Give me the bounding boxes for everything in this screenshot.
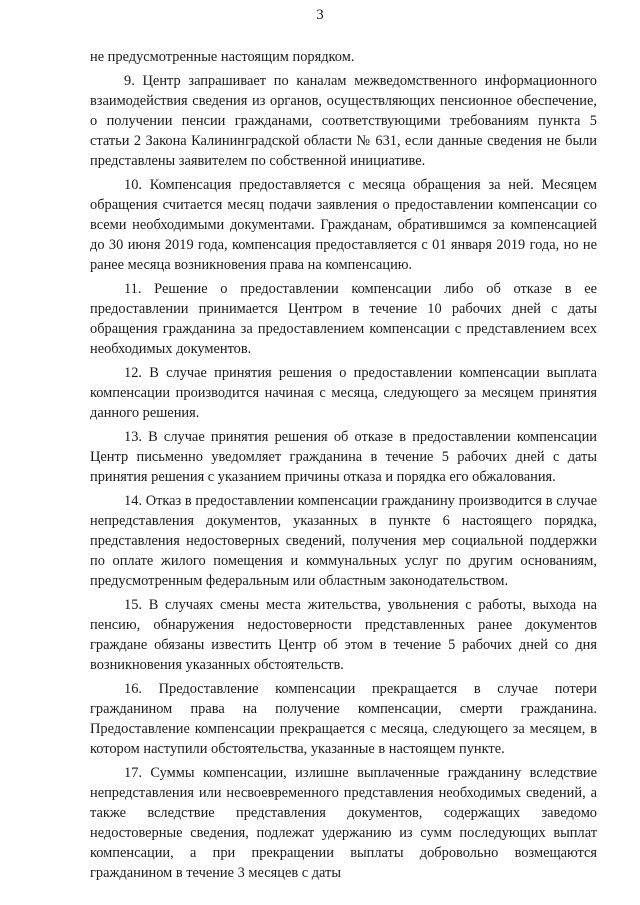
paragraph-item-13: 13. В случае принятия решения об отказе в предоставлении компенсации Центр письменно уведомляет гражданина в течение 5 рабочих дней с даты принятия решения с указанием причины отказа и порядка его обжалования. xyxy=(90,429,597,485)
paragraph-item-11: 11. Решение о предоставлении компенсации либо об отказе в ее предоставлении принимается Центром в течение 10 рабочих дней с даты обращения гражданина за предоставлением компенсации с представлением всех необходимых документов. xyxy=(90,281,597,357)
page-number: 3 xyxy=(316,7,324,23)
paragraph-item-14: 14. Отказ в предоставлении компенсации гражданину производится в случае непредставления документов, указанных в пункте 6 настоящего порядка, представления недостоверных сведений, получения мер социальной поддержки по оплате жилого помещения и коммунальных услуг по другим основаниям, предусмотренным федеральным или областным законодательством. xyxy=(90,493,597,589)
paragraph-item-12: 12. В случае принятия решения о предоставлении компенсации выплата компенсации производится начиная с месяца, следующего за месяцем принятия данного решения. xyxy=(90,365,597,421)
paragraph-item-10: 10. Компенсация предоставляется с месяца обращения за ней. Месяцем обращения считается месяц подачи заявления о предоставлении компенсации со всеми необходимыми документами. Гражданам, обратившимся за компенсацией до 30 июня 2019 года, компенсация предоставляется с 01 января 2019 года, но не ранее месяца возникновения права на компенсацию. xyxy=(90,177,597,273)
paragraph-item-15: 15. В случаях смены места жительства, увольнения с работы, выхода на пенсию, обнаружения недостоверности представленных ранее документов граждане обязаны известить Центр об этом в течение 5 рабочих дней со дня возникновения указанных обстоятельств. xyxy=(90,597,597,673)
paragraph-item-9: 9. Центр запрашивает по каналам межведомственного информационного взаимодействия сведения из органов, осуществляющих пенсионное обеспечение, о получении пенсии гражданами, соответствующими требованиям пункта 5 статьи 2 Закона Калининградской области № 631, если данные сведения не были представлены заявителем по собственной инициативе. xyxy=(90,73,597,169)
paragraph-item-17: 17. Суммы компенсации, излишне выплаченные гражданину вследствие непредставления или несвоевременного представления необходимых сведений, а также вследствие представления документов, содержащих заведомо недостоверные сведения, подлежат удержанию из сумм последующих выплат компенсации, а при прекращении выплаты добровольно возмещаются гражданином в течение 3 месяцев с даты xyxy=(90,765,597,881)
paragraph-item-16: 16. Предоставление компенсации прекращается в случае потери гражданином права на получение компенсации, смерти гражданина. Предоставление компенсации прекращается с месяца, следующего за месяцем, в котором наступили обстоятельства, указанные в настоящем пункте. xyxy=(90,681,597,757)
paragraph-continuation: не предусмотренные настоящим порядком. xyxy=(90,49,355,65)
document-body xyxy=(90,47,597,887)
